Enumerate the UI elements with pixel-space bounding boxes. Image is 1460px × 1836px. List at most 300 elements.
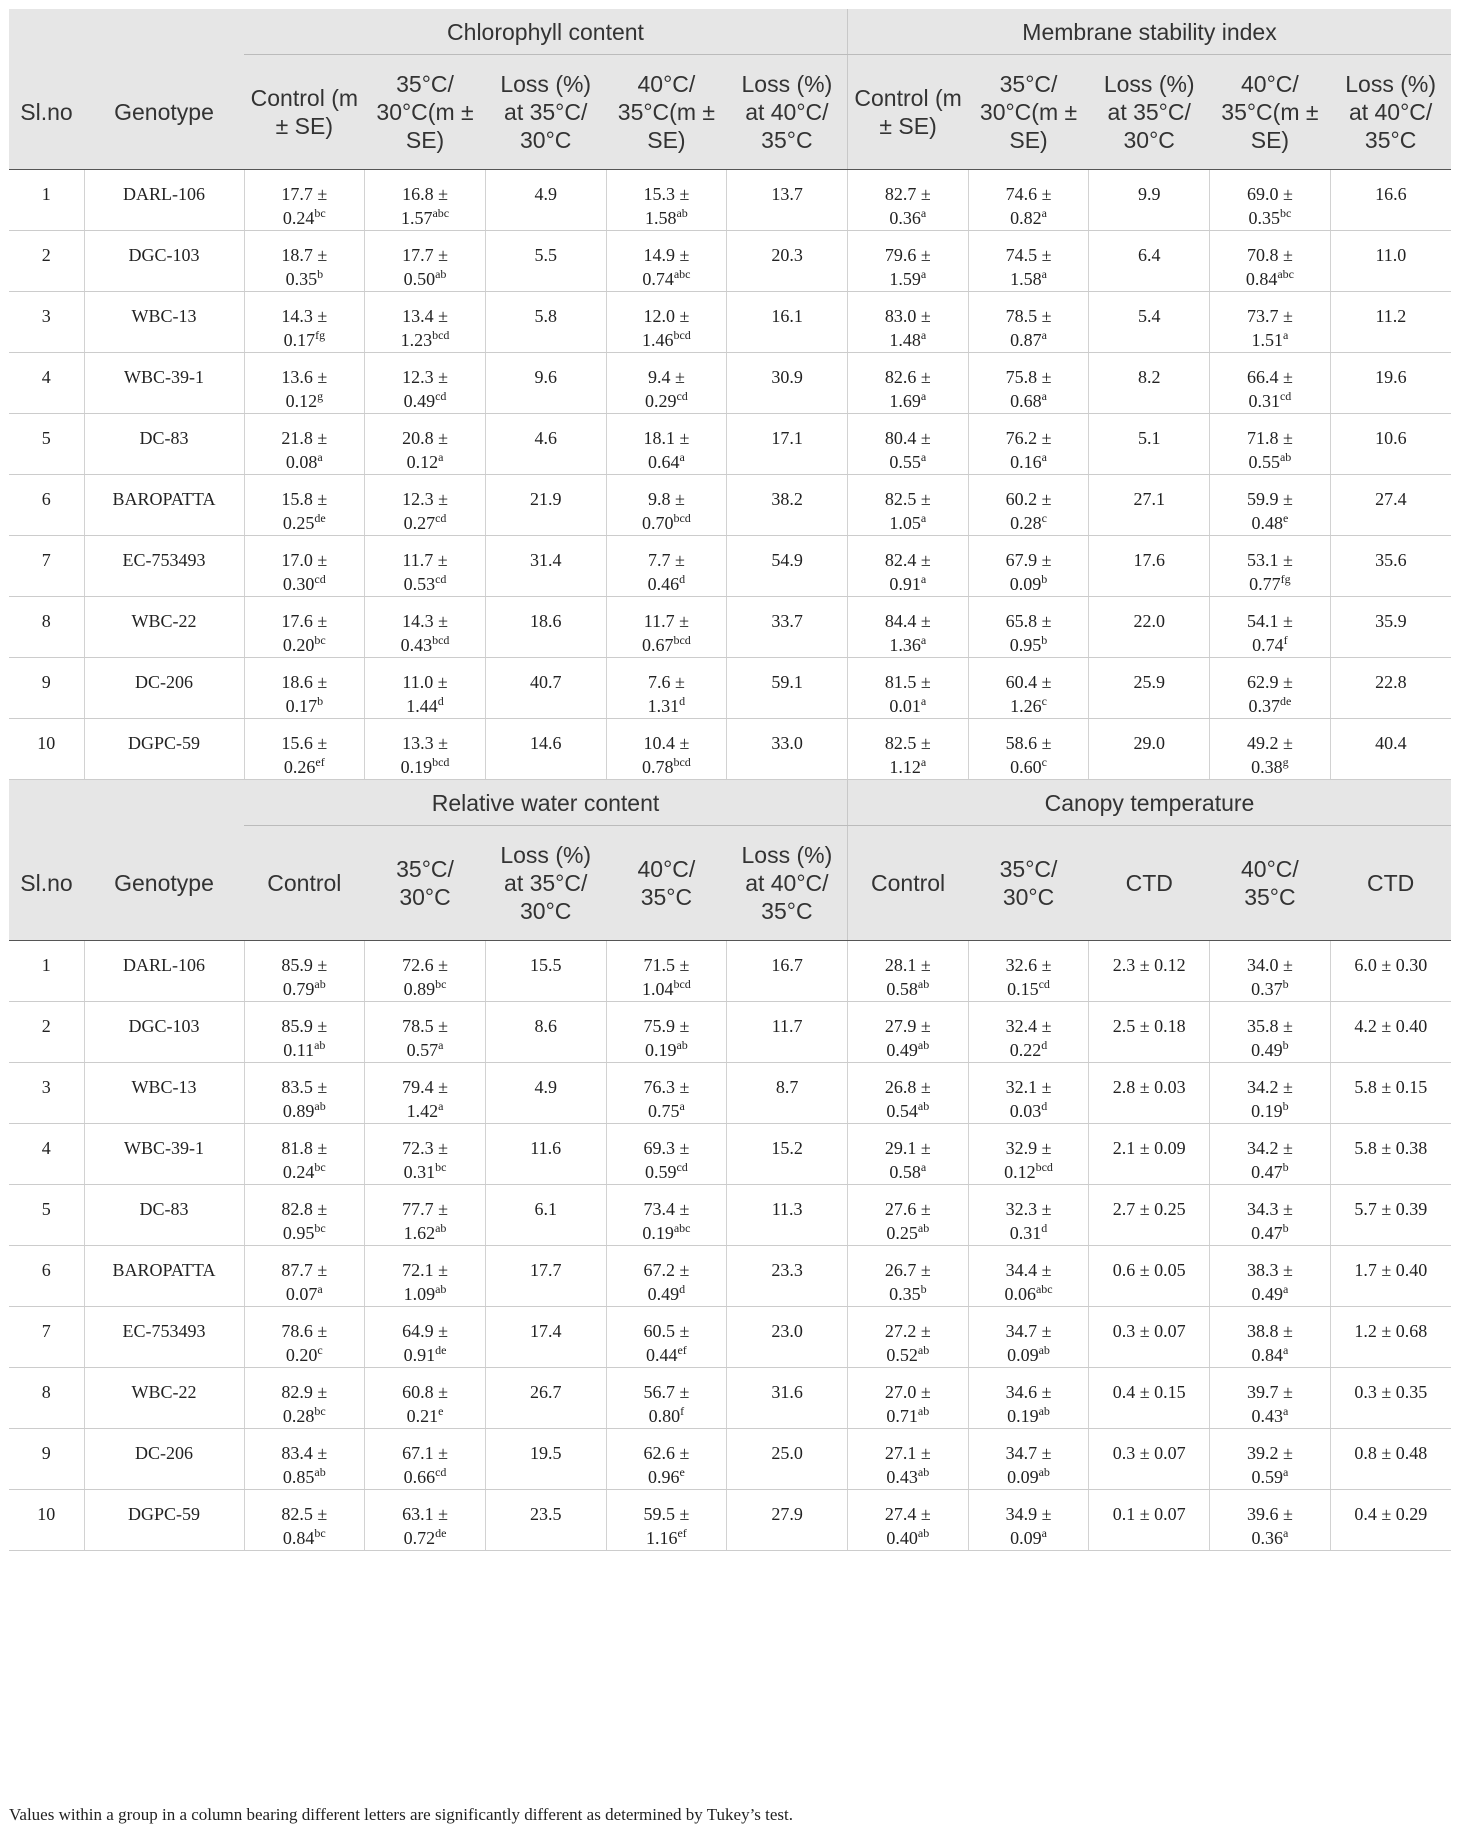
- table-cell: 26.7 ± 0.35$^b$: [848, 1246, 969, 1307]
- table-cell: 82.4 ± 0.91$^a$: [848, 536, 969, 597]
- significance-letters: bc: [435, 1160, 447, 1174]
- table-cell: 2: [9, 1002, 84, 1063]
- significance-letters: ab: [314, 1038, 326, 1052]
- table-cell: 17.6: [1089, 536, 1210, 597]
- table-cell: 65.8 ± 0.95$^b$: [968, 597, 1089, 658]
- table-cell: 79.6 ± 1.59$^a$: [848, 231, 969, 292]
- table-cell: 49.2 ± 0.38$^g$: [1210, 719, 1331, 780]
- table-cell: 17.4: [485, 1307, 606, 1368]
- table-row: [9, 1429, 1451, 1490]
- table-cell: 10.4 ± 0.78$^{bcd}$: [606, 719, 727, 780]
- table-row: [9, 1063, 1451, 1124]
- table-cell: WBC-39-1: [84, 1124, 244, 1185]
- table-cell: 29.1 ± 0.58$^a$: [848, 1124, 969, 1185]
- table-row: [9, 941, 1451, 1002]
- significance-letters: a: [438, 1099, 444, 1113]
- table-cell: DC-206: [84, 1429, 244, 1490]
- significance-letters: bc: [435, 977, 447, 991]
- table-cell: 25.9: [1089, 658, 1210, 719]
- significance-letters: fg: [1280, 572, 1291, 586]
- table-cell: 6.1: [485, 1185, 606, 1246]
- table-cell: 35.8 ± 0.49$^b$: [1210, 1002, 1331, 1063]
- significance-letters: d: [1041, 1221, 1048, 1235]
- table-cell: 39.7 ± 0.43$^a$: [1210, 1368, 1331, 1429]
- table-cell: 6: [9, 1246, 84, 1307]
- table-cell: 4.9: [485, 170, 606, 231]
- table-cell: 9.4 ± 0.29$^{cd}$: [606, 353, 727, 414]
- significance-letters: e: [438, 1404, 444, 1418]
- table-cell: 78.5 ± 0.57$^a$: [365, 1002, 486, 1063]
- significance-letters: de: [435, 1526, 447, 1540]
- table-cell: 5.1: [1089, 414, 1210, 475]
- significance-letters: abc: [1277, 267, 1294, 281]
- significance-letters: ab: [435, 1221, 447, 1235]
- table-cell: 4: [9, 1124, 84, 1185]
- table-cell: 31.4: [485, 536, 606, 597]
- table-cell: 59.9 ± 0.48$^e$: [1210, 475, 1331, 536]
- column-header: 35°C/ 30°C: [365, 826, 486, 941]
- table-cell: DARL-106: [84, 170, 244, 231]
- table-cell: 39.2 ± 0.59$^a$: [1210, 1429, 1331, 1490]
- significance-letters: bcd: [432, 328, 450, 342]
- table-cell: 15.8 ± 0.25de: [244, 475, 365, 536]
- significance-letters: d: [1041, 1099, 1048, 1113]
- significance-letters: g: [317, 389, 324, 403]
- table-cell: 1.2 ± 0.68: [1330, 1307, 1451, 1368]
- table-cell: 70.8 ± 0.84$^{abc}$: [1210, 231, 1331, 292]
- table-cell: 54.1 ± 0.74$^f$: [1210, 597, 1331, 658]
- table-cell: 0.3 ± 0.35: [1330, 1368, 1451, 1429]
- significance-letters: ab: [314, 1099, 326, 1113]
- table-cell: 22.8: [1330, 658, 1451, 719]
- column-header: Genotype: [84, 826, 244, 941]
- significance-letters: abc: [1035, 1282, 1053, 1296]
- table-cell: 3: [9, 1063, 84, 1124]
- table-cell: WBC-39-1: [84, 353, 244, 414]
- table-cell: DARL-106: [84, 941, 244, 1002]
- table-cell: 8.2: [1089, 353, 1210, 414]
- significance-letters: bc: [314, 633, 326, 647]
- table-cell: 0.3 ± 0.07: [1089, 1307, 1210, 1368]
- significance-letters: a: [920, 328, 927, 342]
- significance-letters: b: [1041, 572, 1048, 586]
- column-header: 40°C/ 35°C(m ± SE): [606, 55, 727, 170]
- table-cell: 27.0 ± 0.71$^{ab}$: [848, 1368, 969, 1429]
- significance-letters: de: [1279, 694, 1292, 708]
- table-cell: 59.1: [727, 658, 848, 719]
- table-cell: 26.8 ± 0.54$^{ab}$: [848, 1063, 969, 1124]
- table-cell: 10.6: [1330, 414, 1451, 475]
- significance-letters: abc: [673, 267, 691, 281]
- significance-letters: e: [1282, 511, 1289, 525]
- table-cell: 27.4: [1330, 475, 1451, 536]
- table-cell: WBC-22: [84, 1368, 244, 1429]
- significance-letters: ab: [1279, 450, 1292, 464]
- table-cell: 75.8 ± 0.68$^a$: [968, 353, 1089, 414]
- significance-letters: c: [1041, 511, 1047, 525]
- significance-letters: de: [435, 1343, 447, 1357]
- significance-letters: ab: [917, 977, 930, 991]
- significance-letters: a: [920, 206, 927, 220]
- significance-letters: d: [679, 572, 686, 586]
- table-cell: 1.7 ± 0.40: [1330, 1246, 1451, 1307]
- table-cell: 21.8 ± 0.08$^a$: [244, 414, 365, 475]
- significance-letters: abc: [673, 1221, 691, 1235]
- table-cell: 12.0 ± 1.46$^{bcd}$: [606, 292, 727, 353]
- column-header: 35°C/ 30°C(m ± SE): [968, 55, 1089, 170]
- table-row: [9, 597, 1451, 658]
- significance-letters: a: [920, 633, 927, 647]
- column-header: Loss (%) at 40°C/ 35°C: [727, 55, 848, 170]
- significance-letters: ab: [435, 267, 447, 281]
- table-cell: 20.3: [727, 231, 848, 292]
- table-cell: DGC-103: [84, 231, 244, 292]
- table-cell: DC-83: [84, 414, 244, 475]
- table-cell: 11.7: [727, 1002, 848, 1063]
- table-cell: 8: [9, 1368, 84, 1429]
- significance-letters: b: [1041, 633, 1048, 647]
- column-header: CTD: [1330, 826, 1451, 941]
- significance-letters: cd: [435, 511, 447, 525]
- table-cell: BAROPATTA: [84, 475, 244, 536]
- significance-letters: b: [1282, 1099, 1289, 1113]
- significance-letters: bc: [314, 1404, 326, 1418]
- significance-letters: ab: [1038, 1465, 1050, 1479]
- group-header: Relative water content: [244, 780, 848, 826]
- significance-letters: b: [317, 267, 324, 281]
- significance-letters: ab: [314, 1465, 326, 1479]
- table-cell: 82.5 ± 0.84$^{bc}$: [244, 1490, 365, 1551]
- table-cell: 14.3 ± 0.43$^{bcd}$: [365, 597, 486, 658]
- table-cell: 9: [9, 658, 84, 719]
- header-blank: [9, 780, 244, 826]
- table-cell: 5.8 ± 0.15: [1330, 1063, 1451, 1124]
- table-cell: 0.8 ± 0.48: [1330, 1429, 1451, 1490]
- significance-letters: bc: [314, 1221, 326, 1235]
- table-cell: 67.2 ± 0.49$^d$: [606, 1246, 727, 1307]
- significance-letters: ab: [676, 206, 688, 220]
- table-cell: 23.3: [727, 1246, 848, 1307]
- table-cell: 25.0: [727, 1429, 848, 1490]
- group-header: Canopy temperature: [848, 780, 1452, 826]
- table-footnote: Values within a group in a column bearing different letters are significantly different as determined by Tukey’s test.: [9, 1805, 794, 1824]
- table-cell: 73.7 ± 1.51$^a$: [1210, 292, 1331, 353]
- table-row: [9, 1307, 1451, 1368]
- table-cell: 8.6: [485, 1002, 606, 1063]
- table-cell: 34.6 ± 0.19$^{ab}$: [968, 1368, 1089, 1429]
- table-row: [9, 1185, 1451, 1246]
- section-body: [9, 941, 1451, 1551]
- significance-letters: ab: [917, 1038, 930, 1052]
- table-cell: 32.4 ± 0.22$^d$: [968, 1002, 1089, 1063]
- table-cell: 69.0 ± 0.35$^{bc}$: [1210, 170, 1331, 231]
- column-header: Loss (%) at 35°C/ 30°C: [1089, 55, 1210, 170]
- table-cell: 35.6: [1330, 536, 1451, 597]
- table-cell: 63.1 ± 0.72de: [365, 1490, 486, 1551]
- significance-letters: b: [1282, 1160, 1289, 1174]
- table-cell: 27.9: [727, 1490, 848, 1551]
- results-table-container: [9, 9, 1451, 1551]
- table-cell: 32.3 ± 0.31$^d$: [968, 1185, 1089, 1246]
- significance-letters: ab: [314, 977, 326, 991]
- table-row: [9, 414, 1451, 475]
- significance-letters: a: [1041, 389, 1047, 403]
- table-cell: 32.1 ± 0.03$^d$: [968, 1063, 1089, 1124]
- table-row: [9, 658, 1451, 719]
- table-cell: 83.4 ± 0.85$^{ab}$: [244, 1429, 365, 1490]
- table-cell: 11.7 ± 0.67$^{bcd}$: [606, 597, 727, 658]
- table-cell: DC-206: [84, 658, 244, 719]
- significance-letters: bcd: [432, 633, 450, 647]
- column-header: 40°C/ 35°C: [1210, 826, 1331, 941]
- group-header: Chlorophyll content: [244, 9, 848, 55]
- table-cell: 13.6 ± 0.12$^g$: [244, 353, 365, 414]
- table-cell: 12.3 ± 0.49$^{cd}$: [365, 353, 486, 414]
- table-cell: 8.7: [727, 1063, 848, 1124]
- table-cell: 11.6: [485, 1124, 606, 1185]
- table-cell: 58.6 ± 0.60$^c$: [968, 719, 1089, 780]
- table-row: [9, 1246, 1451, 1307]
- significance-letters: cd: [435, 1465, 447, 1479]
- table-cell: 7: [9, 536, 84, 597]
- significance-letters: bcd: [673, 755, 691, 769]
- significance-letters: cd: [1279, 389, 1292, 403]
- significance-letters: a: [920, 389, 927, 403]
- significance-letters: a: [679, 450, 685, 464]
- significance-letters: a: [1282, 328, 1289, 342]
- significance-letters: bcd: [1035, 1160, 1053, 1174]
- significance-letters: bcd: [673, 328, 691, 342]
- table-cell: 7.6 ± 1.31$^d$: [606, 658, 727, 719]
- table-cell: 7.7 ± 0.46$^d$: [606, 536, 727, 597]
- table-cell: 8: [9, 597, 84, 658]
- table-cell: 82.9 ± 0.28$^{bc}$: [244, 1368, 365, 1429]
- significance-letters: ab: [917, 1343, 930, 1357]
- table-cell: 29.0: [1089, 719, 1210, 780]
- table-cell: 20.8 ± 0.12$^a$: [365, 414, 486, 475]
- significance-letters: ef: [315, 755, 325, 769]
- significance-letters: a: [920, 450, 927, 464]
- table-cell: 23.0: [727, 1307, 848, 1368]
- table-cell: 11.7 ± 0.53$^{cd}$: [365, 536, 486, 597]
- significance-letters: a: [1041, 328, 1047, 342]
- table-cell: 16.7: [727, 941, 848, 1002]
- table-cell: 76.2 ± 0.16$^a$: [968, 414, 1089, 475]
- table-cell: 5.8: [485, 292, 606, 353]
- table-cell: 3: [9, 292, 84, 353]
- table-cell: BAROPATTA: [84, 1246, 244, 1307]
- table-cell: 0.4 ± 0.29: [1330, 1490, 1451, 1551]
- table-cell: 75.9 ± 0.19$^{ab}$: [606, 1002, 727, 1063]
- significance-letters: bcd: [432, 755, 450, 769]
- table-cell: 22.0: [1089, 597, 1210, 658]
- table-cell: 38.3 ± 0.49$^a$: [1210, 1246, 1331, 1307]
- significance-letters: ef: [677, 1343, 687, 1357]
- significance-letters: cd: [314, 572, 326, 586]
- table-cell: 5.5: [485, 231, 606, 292]
- table-cell: 82.6 ± 1.69$^a$: [848, 353, 969, 414]
- table-cell: 0.4 ± 0.15: [1089, 1368, 1210, 1429]
- significance-letters: a: [1282, 1526, 1289, 1540]
- column-header: CTD: [1089, 826, 1210, 941]
- significance-letters: d: [437, 694, 444, 708]
- table-cell: 17.7: [485, 1246, 606, 1307]
- table-cell: 15.6 ± 0.26$^{ef}$: [244, 719, 365, 780]
- table-cell: 17.7 ± 0.24$^{bc}$: [244, 170, 365, 231]
- table-cell: WBC-13: [84, 1063, 244, 1124]
- significance-letters: c: [1041, 694, 1047, 708]
- significance-letters: ab: [676, 1038, 688, 1052]
- table-cell: 40.7: [485, 658, 606, 719]
- table-cell: 62.6 ± 0.96$^e$: [606, 1429, 727, 1490]
- table-cell: 80.4 ± 0.55$^a$: [848, 414, 969, 475]
- table-cell: 81.8 ± 0.24$^{bc}$: [244, 1124, 365, 1185]
- table-cell: 60.5 ± 0.44$^{ef}$: [606, 1307, 727, 1368]
- table-cell: 14.3 ± 0.17$^{fg}$: [244, 292, 365, 353]
- table-cell: 4.2 ± 0.40: [1330, 1002, 1451, 1063]
- table-cell: 38.8 ± 0.84$^a$: [1210, 1307, 1331, 1368]
- column-header: 40°C/ 35°C: [606, 826, 727, 941]
- table-cell: 33.7: [727, 597, 848, 658]
- significance-letters: c: [317, 1343, 323, 1357]
- table-cell: 10: [9, 1490, 84, 1551]
- table-cell: 27.4 ± 0.40$^{ab}$: [848, 1490, 969, 1551]
- significance-letters: a: [317, 450, 323, 464]
- table-cell: 82.7 ± 0.36$^a$: [848, 170, 969, 231]
- table-cell: 2: [9, 231, 84, 292]
- table-cell: 53.1 ± 0.77$^{fg}$: [1210, 536, 1331, 597]
- table-cell: 4: [9, 353, 84, 414]
- header-blank: [9, 9, 244, 55]
- table-cell: 79.4 ± 1.42$^a$: [365, 1063, 486, 1124]
- table-cell: 7: [9, 1307, 84, 1368]
- table-cell: 83.5 ± 0.89$^{ab}$: [244, 1063, 365, 1124]
- table-row: [9, 1002, 1451, 1063]
- table-cell: DC-83: [84, 1185, 244, 1246]
- table-cell: 72.1 ± 1.09$^{ab}$: [365, 1246, 486, 1307]
- table-cell: 60.8 ± 0.21$^e$: [365, 1368, 486, 1429]
- column-header: Sl.no: [9, 55, 84, 170]
- table-cell: 11.0: [1330, 231, 1451, 292]
- significance-letters: ab: [1038, 1343, 1050, 1357]
- table-cell: 15.3 ± 1.58$^{ab}$: [606, 170, 727, 231]
- column-header: Loss (%) at 35°C/ 30°C: [485, 55, 606, 170]
- significance-letters: abc: [432, 206, 450, 220]
- table-cell: 23.5: [485, 1490, 606, 1551]
- table-cell: 30.9: [727, 353, 848, 414]
- section-body: [9, 170, 1451, 780]
- table-cell: 13.7: [727, 170, 848, 231]
- table-cell: 26.7: [485, 1368, 606, 1429]
- table-cell: 6.4: [1089, 231, 1210, 292]
- table-cell: 28.1 ± 0.58$^{ab}$: [848, 941, 969, 1002]
- group-header: Membrane stability index: [848, 9, 1452, 55]
- column-header: Control: [244, 826, 365, 941]
- table-cell: 5.8 ± 0.38: [1330, 1124, 1451, 1185]
- table-cell: 2.8 ± 0.03: [1089, 1063, 1210, 1124]
- significance-letters: a: [438, 1038, 444, 1052]
- table-cell: 19.5: [485, 1429, 606, 1490]
- results-table: [9, 9, 1451, 1551]
- table-cell: 60.4 ± 1.26$^c$: [968, 658, 1089, 719]
- table-cell: 33.0: [727, 719, 848, 780]
- table-cell: 27.1: [1089, 475, 1210, 536]
- significance-letters: c: [1041, 755, 1047, 769]
- table-cell: 0.6 ± 0.05: [1089, 1246, 1210, 1307]
- significance-letters: a: [438, 450, 444, 464]
- significance-letters: ab: [917, 1221, 930, 1235]
- table-row: [9, 536, 1451, 597]
- table-cell: 82.5 ± 1.12$^a$: [848, 719, 969, 780]
- table-cell: 38.2: [727, 475, 848, 536]
- table-cell: 16.8 ± 1.57$^{abc}$: [365, 170, 486, 231]
- table-cell: 17.6 ± 0.20$^{bc}$: [244, 597, 365, 658]
- table-cell: 9.6: [485, 353, 606, 414]
- column-header: Control (m ± SE): [848, 55, 969, 170]
- table-cell: 27.6 ± 0.25$^{ab}$: [848, 1185, 969, 1246]
- table-cell: 67.9 ± 0.09$^b$: [968, 536, 1089, 597]
- table-cell: 1: [9, 170, 84, 231]
- table-cell: 54.9: [727, 536, 848, 597]
- significance-letters: ef: [677, 1526, 687, 1540]
- column-header: 40°C/ 35°C(m ± SE): [1210, 55, 1331, 170]
- significance-letters: b: [1282, 977, 1289, 991]
- table-cell: 27.2 ± 0.52$^{ab}$: [848, 1307, 969, 1368]
- significance-letters: a: [920, 511, 927, 525]
- table-row: [9, 170, 1451, 231]
- significance-letters: f: [1283, 633, 1288, 647]
- table-cell: 11.0 ± 1.44$^d$: [365, 658, 486, 719]
- table-cell: 73.4 ± 0.19$^{abc}$: [606, 1185, 727, 1246]
- significance-letters: a: [1282, 1343, 1289, 1357]
- table-cell: 82.8 ± 0.95$^{bc}$: [244, 1185, 365, 1246]
- table-cell: 74.5 ± 1.58$^a$: [968, 231, 1089, 292]
- significance-letters: a: [920, 694, 927, 708]
- table-cell: 66.4 ± 0.31$^{cd}$: [1210, 353, 1331, 414]
- table-cell: 77.7 ± 1.62$^{ab}$: [365, 1185, 486, 1246]
- table-cell: 78.6 ± 0.20$^c$: [244, 1307, 365, 1368]
- significance-letters: g: [1282, 755, 1289, 769]
- table-cell: 12.3 ± 0.27$^{cd}$: [365, 475, 486, 536]
- table-cell: 27.9 ± 0.49$^{ab}$: [848, 1002, 969, 1063]
- significance-letters: a: [1282, 1404, 1289, 1418]
- table-cell: 27.1 ± 0.43$^{ab}$: [848, 1429, 969, 1490]
- table-cell: 69.3 ± 0.59$^{cd}$: [606, 1124, 727, 1185]
- significance-letters: d: [679, 1282, 686, 1296]
- table-cell: 72.3 ± 0.31$^{bc}$: [365, 1124, 486, 1185]
- table-cell: 72.6 ± 0.89$^{bc}$: [365, 941, 486, 1002]
- table-cell: 13.3 ± 0.19$^{bcd}$: [365, 719, 486, 780]
- table-cell: 9.8 ± 0.70$^{bcd}$: [606, 475, 727, 536]
- table-cell: 59.5 ± 1.16$^{ef}$: [606, 1490, 727, 1551]
- column-header: Control (m ± SE): [244, 55, 365, 170]
- significance-letters: a: [920, 572, 927, 586]
- table-cell: 71.5 ± 1.04$^{bcd}$: [606, 941, 727, 1002]
- table-cell: 35.9: [1330, 597, 1451, 658]
- significance-letters: de: [314, 511, 326, 525]
- column-header: Genotype: [84, 55, 244, 170]
- table-cell: 17.7 ± 0.50$^{ab}$: [365, 231, 486, 292]
- table-cell: 13.4 ± 1.23$^{bcd}$: [365, 292, 486, 353]
- column-header: Loss (%) at 40°C/ 35°C: [1330, 55, 1451, 170]
- table-cell: 0.3 ± 0.07: [1089, 1429, 1210, 1490]
- table-cell: 31.6: [727, 1368, 848, 1429]
- table-cell: 82.5 ± 1.05$^a$: [848, 475, 969, 536]
- significance-letters: a: [920, 1160, 927, 1174]
- table-cell: 2.5 ± 0.18: [1089, 1002, 1210, 1063]
- table-row: [9, 475, 1451, 536]
- table-cell: 6: [9, 475, 84, 536]
